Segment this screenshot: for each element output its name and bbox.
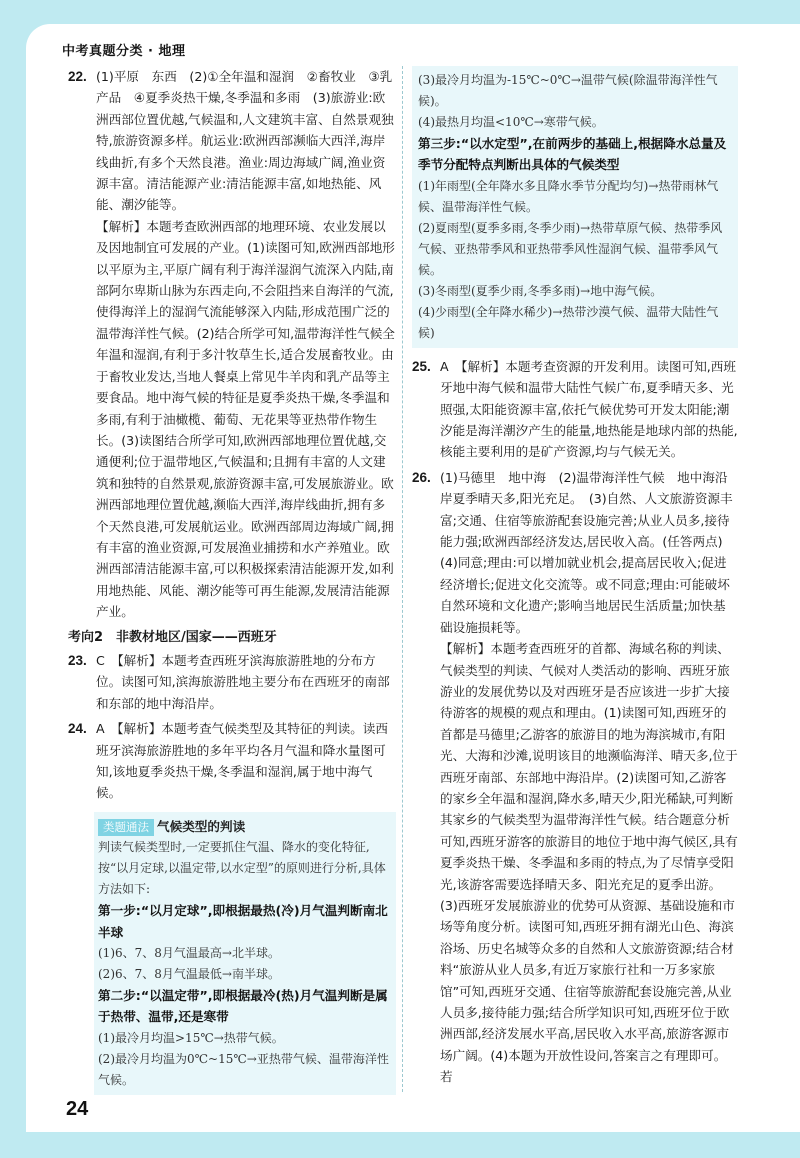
method-tip-box-continued xyxy=(412,66,738,348)
tip-step-1: 第一步:“以月定球”,即根据最热(冷)月气温判断南北半球 xyxy=(98,903,388,940)
question-number: 26. xyxy=(412,469,431,485)
tip-step-2: 第二步:“以温定带”,即根据最冷(热)月气温判断是属于热带、温带,还是寒带 xyxy=(98,988,388,1025)
question-number: 24. xyxy=(68,721,87,737)
answer-text: C 【解析】本题考查西班牙滨海旅游胜地的分布方位。读图可知,滨海旅游胜地主要分布在西班牙的南部和东部的地中海沿岸。 xyxy=(96,652,390,711)
question-number: 25. xyxy=(412,358,431,374)
question-22 xyxy=(68,66,396,623)
answer-text: A 【解析】本题考查气候类型及其特征的判读。读西班牙滨海旅游胜地的多年平均各月气温和降水量图可知,该地夏季炎热干燥,冬季温和湿润,属于地中海气候。 xyxy=(96,721,388,801)
question-23 xyxy=(68,650,396,714)
running-header: 中考真题分类 · 地理 xyxy=(62,44,186,59)
answer-text: (1)马德里 地中海 (2)温带海洋性气候 地中海沿岸夏季晴天多,阳光充足。 (3)自然、人文旅游资源丰富;交通、住宿等旅游配套设施完善;从业人员多,接待能力强;欧洲西部经济发达,居民收入高。(任答两点) (4)同意;理由:可以增加就业机会,提高居民收入;促进经济增长;促进文化交流等。或不同意;理由:可能破坏自然环境和文化遗产;影响当地居民生活质量;加快基础设施损耗等。 xyxy=(440,469,736,635)
tip-badge: 类题通法 xyxy=(98,819,154,836)
answer-text: A 【解析】本题考查资源的开发利用。读图可知,西班牙地中海气候和温带大陆性气候广布,夏季晴天多、光照强,太阳能资源丰富,依托气候优势可开发太阳能;潮汐能是海洋潮汐产生的能量,地热能是地球内部的热能,核能主要利用的是矿产资源,均与气候无关。 xyxy=(440,358,738,460)
tip-step-3-d: (4)少雨型(全年降水稀少)→热带沙漠气候、温带大陆性气候) xyxy=(418,304,719,340)
answer-text: (1)平原 东西 (2)①全年温和湿润 ②畜牧业 ③乳产品 ④夏季炎热干燥,冬季温和多雨 (3)旅游业:欧洲西部位置优越,气候温和,人文建筑丰富、自然景观独特,旅游资源多样。航运业:欧洲西部濒临大西洋,海岸线曲折,有多个天然良港。渔业:周边海域广阔,渔业资源丰富。清洁能源产业:清洁能源丰富,如地热能、风能、潮汐能等。 xyxy=(96,69,394,213)
method-tip-box xyxy=(94,812,396,1095)
tip-step-3-a: (1)年雨型(全年降水多且降水季节分配均匀)→热带雨林气候、温带海洋性气候。 xyxy=(418,178,719,214)
right-column xyxy=(412,66,738,1092)
tip-step-1-b: (2)6、7、8月气温最低→南半球。 xyxy=(98,967,280,982)
left-column xyxy=(68,66,396,1095)
tip-step-2-c: (3)最冷月均温为-15℃~0℃→温带气候(除温带海洋性气候)。 xyxy=(418,73,718,108)
tip-step-2-a: (1)最冷月均温>15℃→热带气候。 xyxy=(98,1030,284,1045)
question-26 xyxy=(412,467,738,1088)
question-25 xyxy=(412,356,738,463)
analysis-text: 【解析】本题考查欧洲西部的地理环境、农业发展以及因地制宜可发展的产业。(1)读图可知,欧洲西部地形以平原为主,平原广阔有利于海洋湿润气流深入内陆,南部阿尔卑斯山脉为东西走向,不会阻挡来自海洋的气流,使得海洋上的湿润气流能够深入内陆,形成范围广泛的温带海洋性气候。(2)结合所学可知,温带海洋性气候全年温和湿润,有利于多汁牧草生长,适合发展畜牧业。由于畜牧业发达,当地人餐桌上常见牛羊肉和乳产品等主要食品。地中海气候的特征是夏季炎热干燥,冬季温和多雨,有利于油橄榄、葡萄、无花果等亚热带作物生长。(3)读图结合所学可知,欧洲西部地理位置优越,交通便利;位于温带地区,气候温和;且拥有丰富的人文建筑和独特的自然景观,旅游资源丰富,可发展旅游业。欧洲西部地理位置优越,濒临大西洋,海岸线曲折,拥有多个天然良港,可发展航运业。欧洲西部周边海域广阔,拥有丰富的渔业资源,可发展渔业捕捞和水产养殖业。欧洲西部清洁能源丰富,可以积极探索清洁能源开发,如利用地热能、风能、潮汐能等可再生能源,发展清洁能源产业。 xyxy=(96,218,395,620)
page-number: 24 xyxy=(66,1098,89,1120)
tip-step-3: 第三步:“以水定型”,在前两步的基础上,根据降水总量及季节分配特点判断出具体的气候类型 xyxy=(418,136,727,173)
question-number: 23. xyxy=(68,652,87,668)
tip-step-2-d: (4)最热月均温<10℃→寒带气候。 xyxy=(418,115,604,129)
tip-step-2-b: (2)最冷月均温为0℃~15℃→亚热带气候、温带海洋性气候。 xyxy=(98,1051,389,1087)
question-24 xyxy=(68,718,396,804)
tip-step-3-b: (2)夏雨型(夏季多雨,冬季少雨)→热带草原气候、热带季风气候、亚热带季风和亚热带季风性湿润气候、温带季风气候。 xyxy=(418,220,723,277)
tip-intro: 判读气候类型时,一定要抓住气温、降水的变化特征,按“以月定球,以温定带,以水定型”的原则进行分析,具体方法如下: xyxy=(98,840,386,897)
column-divider xyxy=(402,66,403,1092)
question-number: 22. xyxy=(68,69,87,84)
tip-title: 气候类型的判读 xyxy=(157,818,246,834)
analysis-text: 【解析】本题考查西班牙的首都、海域名称的判读、气候类型的判读、气候对人类活动的影响、西班牙旅游业的发展优势以及对西班牙是否应该进一步扩大接待游客的规模的观点和理由。(1)读图可知,西班牙的首都是马德里;乙游客的旅游目的地为海滨城市,有阳光、大海和沙滩,说明该目的地濒临海洋、晴天多,位于西班牙南部、东部地中海沿岸。(2)读图可知,乙游客的家乡全年温和湿润,降水多,晴天少,阳光稀缺,可判断其家乡的气候类型为温带海洋性气候。结合题意分析可知,西班牙游客的旅游目的地位于地中海气候区,具有夏季炎热干燥、冬季温和多雨的特点,为了尽情享受阳光,该游客需要选择晴天多、阳光充足的夏季出游。(3)西班牙发展旅游业的优势可从资源、基础设施和市场等角度分析。读图可知,西班牙拥有湖光山色、海滨浴场、历史名城等众多的自然和人文旅游资源;结合材料“旅游从业人员多,有近万家旅行社和一万多家旅馆”可知,西班牙交通、住宿等旅游配套设施完善,从业人员多,接待能力强;结合所学知识可知,西班牙位于欧洲西部,经济发展水平高,居民收入水平高,旅游客源市场广阔。(4)本题为开放性设问,答案言之有理即可。若 xyxy=(440,641,738,1085)
section-heading: 考向2 非教材地区/国家——西班牙 xyxy=(68,629,277,645)
tip-step-3-c: (3)冬雨型(夏季少雨,冬季多雨)→地中海气候。 xyxy=(418,283,663,298)
tip-step-1-a: (1)6、7、8月气温最高→北半球。 xyxy=(98,946,280,961)
